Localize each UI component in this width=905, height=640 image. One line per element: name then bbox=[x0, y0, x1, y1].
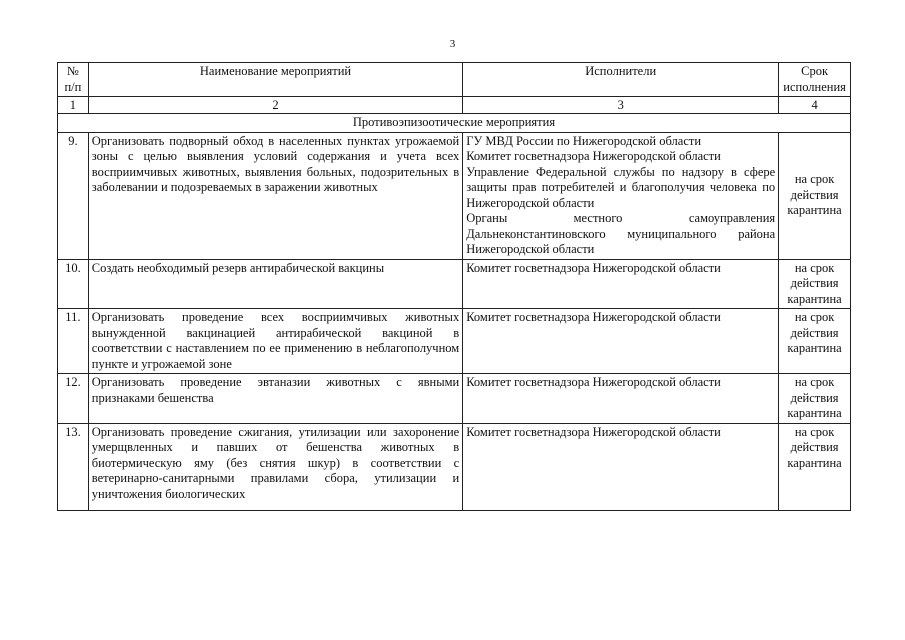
row-measure-cell bbox=[88, 423, 462, 510]
header-row bbox=[58, 63, 851, 97]
column-index-row bbox=[58, 97, 851, 114]
header-num: № п/п bbox=[58, 63, 89, 97]
row-executors bbox=[463, 374, 779, 424]
row-term: на срок действия карантина bbox=[779, 259, 851, 309]
column-index: 2 bbox=[88, 97, 462, 114]
row-executors bbox=[463, 132, 779, 259]
table-row bbox=[58, 132, 851, 259]
row-number: 13. bbox=[58, 423, 89, 510]
row-executors bbox=[463, 309, 779, 374]
table-row bbox=[58, 423, 851, 510]
column-index: 4 bbox=[779, 97, 851, 114]
executor: Комитет госветнадзора Нижегородской области bbox=[466, 310, 721, 324]
header-term: Срок исполнения bbox=[779, 63, 851, 97]
executor: Комитет госветнадзора Нижегородской области bbox=[466, 260, 721, 275]
row-measure: Организовать подворный обход в населенных пунктах угрожаемой зоны с целью выявления условий содержания и учета всех восприимчивых животных, выявления больных, подозрительных в заболевании и подозреваемых в заражении животных bbox=[88, 132, 462, 259]
row-term: на срок действия карантина bbox=[779, 423, 851, 510]
section-title: Противоэпизоотические мероприятия bbox=[58, 114, 851, 133]
row-measure: Организовать проведение сжигания, утилизации или захоронение умерщвленных и павших от бешенства животных в биотермическую яму (без снятия шкур) в соответствии с ветеринарно-санитарными правилами сбора, утилизации и уничтожения биологических bbox=[91, 424, 460, 501]
row-term: на срок действия карантина bbox=[779, 374, 851, 424]
row-executors bbox=[463, 423, 779, 510]
row-measure: Организовать проведение эвтаназии животных с явными признаками бешенства bbox=[88, 374, 462, 424]
executor: Комитет госветнадзора Нижегородской области bbox=[466, 424, 721, 439]
section-row bbox=[58, 114, 851, 133]
executor: Органы местного самоуправления Дальнеконстантиновского муниципального района Нижегородской области bbox=[466, 211, 776, 256]
row-number: 12. bbox=[58, 374, 89, 424]
executor: ГУ МВД России по Нижегородской области bbox=[466, 133, 702, 148]
row-number: 10. bbox=[58, 259, 89, 309]
row-measure: Организовать проведение всех восприимчивых животных вынужденной вакцинацией антирабической вакциной в соответствии с наставлением по ее применению в неблагополучном пункте и угрожаемой зоне bbox=[88, 309, 462, 374]
executor: Комитет госветнадзора Нижегородской области bbox=[466, 375, 721, 389]
column-index: 3 bbox=[463, 97, 779, 114]
row-term: на срок действия карантина bbox=[779, 132, 851, 259]
row-executors bbox=[463, 259, 779, 309]
column-index: 1 bbox=[58, 97, 89, 114]
row-term: на срок действия карантина bbox=[779, 309, 851, 374]
header-name: Наименование мероприятий bbox=[88, 63, 462, 97]
table-row bbox=[58, 374, 851, 424]
executor: Управление Федеральной службы по надзору в сфере защиты прав потребителей и благополучия человека по Нижегородской области bbox=[466, 164, 776, 210]
header-executors: Исполнители bbox=[463, 63, 779, 97]
table-row bbox=[58, 309, 851, 374]
row-measure: Создать необходимый резерв антирабической вакцины bbox=[88, 259, 462, 309]
row-number: 9. bbox=[58, 132, 89, 259]
measures-table bbox=[57, 62, 851, 511]
executor: Комитет госветнадзора Нижегородской области bbox=[466, 149, 721, 163]
page-number: 3 bbox=[449, 38, 456, 50]
row-number: 11. bbox=[58, 309, 89, 374]
table-row bbox=[58, 259, 851, 309]
